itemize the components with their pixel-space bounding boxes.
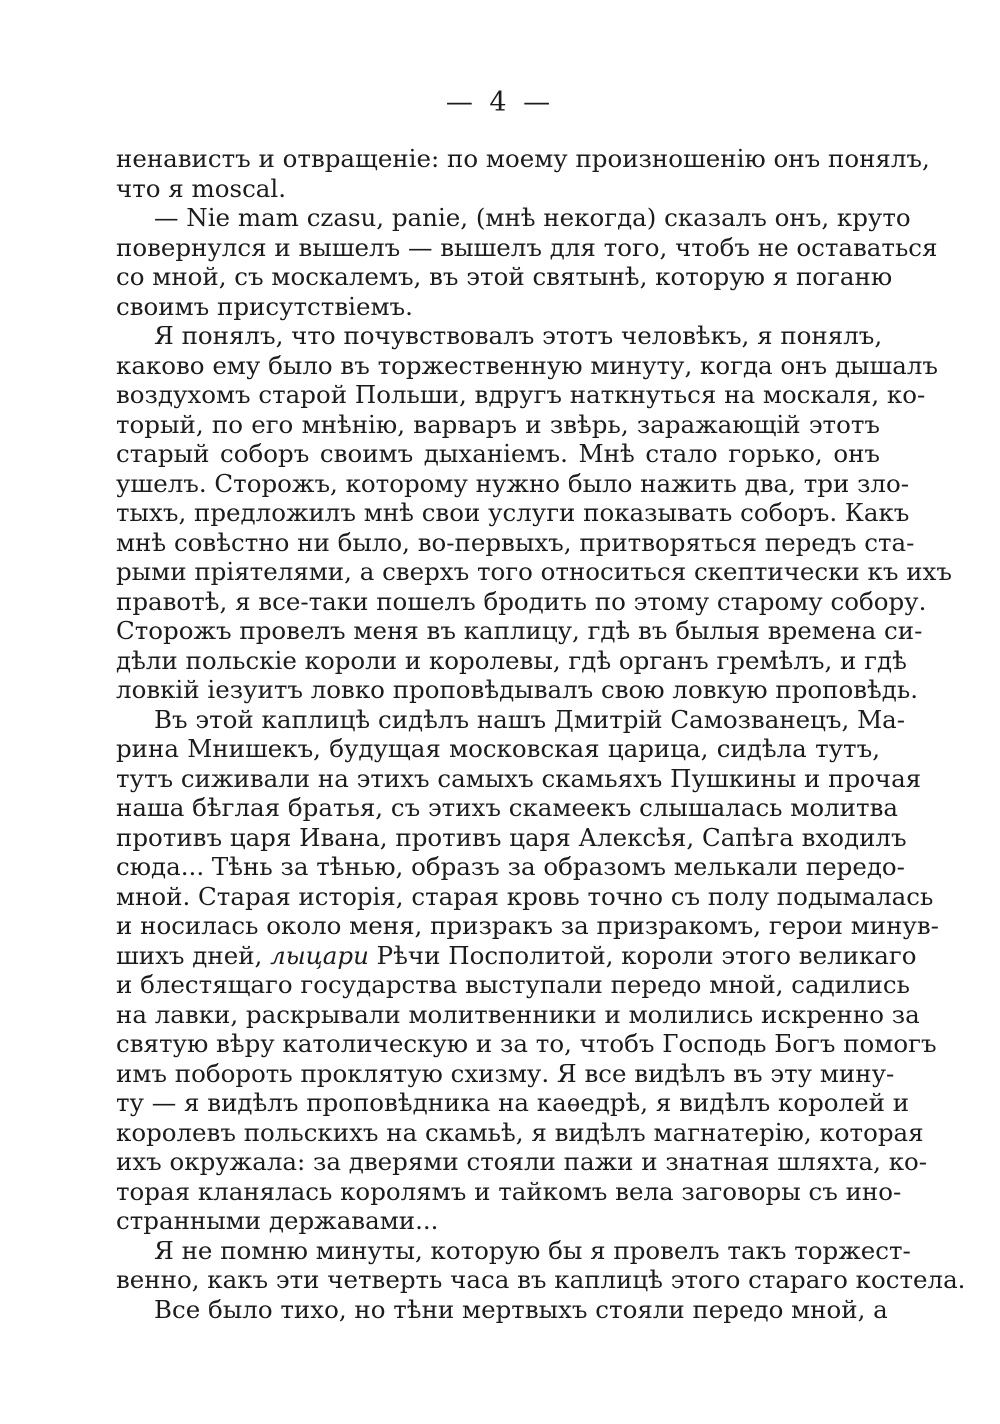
text-line: Сторожъ провелъ меня въ каплицу, гдѣ въ былыя времена си- xyxy=(116,616,923,645)
page-number: — 4 — xyxy=(445,87,555,118)
paragraph-6 xyxy=(116,1294,888,1325)
text-line: со мной, съ москалемъ, въ этой святынѣ, которую я поганю xyxy=(116,262,893,291)
text-line: святую вѣру католическую и за то, чтобъ Господь Богъ помогъ xyxy=(116,1029,937,1058)
text-line: мнѣ совѣстно ни было, во-первыхъ, притворяться передъ ста- xyxy=(116,527,915,557)
text-line: Я не помню минуты, которую бы я провелъ такъ торжест- xyxy=(154,1235,911,1265)
text-line: каково ему было въ торжественную минуту, когда онъ дышалъ xyxy=(116,350,939,380)
paragraph-2 xyxy=(116,203,938,321)
paragraph-3 xyxy=(116,321,952,705)
text-line: Я понялъ, что почувствовалъ этотъ человѣкъ, я понялъ, xyxy=(154,321,883,350)
text-line: королевъ польскихъ на скамьѣ, я видѣлъ магнатерію, которая xyxy=(116,1117,924,1147)
text-line: ушелъ. Сторожъ, которому нужно было нажить два, три зло- xyxy=(116,468,910,498)
paragraph-4 xyxy=(116,704,939,1236)
text-line: ихъ окружала: за дверями стояли пажи и знатная шляхта, ко- xyxy=(116,1147,928,1176)
text-line: на лавки, раскрывали молитвенники и молились искренно за xyxy=(116,999,920,1029)
text-line: шихъ дней, лыцари Рѣчи Посполитой, короли этого великаго xyxy=(116,940,917,970)
text-line: и носилась около меня, призракъ за призракомъ, герои минув- xyxy=(116,911,939,940)
text-line: и блестящаго государства выступали передо мной, садились xyxy=(116,970,910,999)
text-line: рыми пріятелями, а сверхъ того относиться скептически къ ихъ xyxy=(116,557,952,586)
text-line: Въ этой каплицѣ сидѣлъ нашъ Дмитрій Самозванецъ, Ма- xyxy=(154,704,906,734)
text-line: повернулся и вышелъ — вышелъ для того, чтобъ не оставаться xyxy=(116,232,938,262)
text-line: Все было тихо, но тѣни мертвыхъ стояли передо мной, а xyxy=(154,1294,888,1324)
text-line: что я moscal. xyxy=(116,173,287,203)
text-line: ловкій іезуитъ ловко проповѣдывалъ свою ловкую проповѣдь. xyxy=(116,675,918,704)
text-line: ненавистъ и отвращеніе: по моему произношенію онъ понялъ, xyxy=(116,144,930,173)
text-line: мной. Старая исторія, старая кровь точно съ полу подымалась xyxy=(116,881,934,911)
text-line: ту — я видѣлъ проповѣдника на каѳедрѣ, я видѣлъ королей и xyxy=(116,1088,910,1117)
text-line: странными державами... xyxy=(116,1206,439,1235)
paragraph-5 xyxy=(116,1235,966,1295)
text-line: воздухомъ старой Польши, вдругъ наткнуться на москаля, ко- xyxy=(116,380,926,409)
text-line: противъ царя Ивана, противъ царя Алексѣя, Сапѣга входилъ xyxy=(116,822,907,852)
text-line: наша бѣглая братья, съ этихъ скамеекъ слышалась молитва xyxy=(116,793,898,822)
text-line: своимъ присутствіемъ. xyxy=(116,291,413,321)
text-line: — Nie mam czasu, panie, (мнѣ некогда) сказалъ онъ, круто xyxy=(154,203,911,232)
text-line: сюда... Тѣнь за тѣнью, образъ за образомъ мелькали передо- xyxy=(116,852,905,881)
body-text xyxy=(116,144,966,1324)
italic-word: лыцари xyxy=(270,940,369,970)
text-line: тыхъ, предложилъ мнѣ свои услуги показывать соборъ. Какъ xyxy=(116,498,910,527)
text-line: имъ побороть проклятую схизму. Я все видѣлъ въ эту мину- xyxy=(116,1058,895,1088)
paragraph-1 xyxy=(116,144,930,203)
text-line: рина Мнишекъ, будущая московская царица, сидѣла тутъ, xyxy=(116,734,880,763)
text-line: венно, какъ эти четверть часа въ каплицѣ этого стараго костела. xyxy=(116,1265,966,1294)
text-line: старый соборъ своимъ дыханіемъ. Мнѣ стало горько, онъ xyxy=(116,439,880,468)
text-line: торый, по его мнѣнію, варваръ и звѣрь, заражающій этотъ xyxy=(116,409,880,439)
text-line: правотѣ, я все-таки пошелъ бродить по этому старому собору. xyxy=(116,586,927,616)
text-line: тутъ сиживали на этихъ самыхъ скамьяхъ Пушкины и прочая xyxy=(116,763,922,793)
text-line: дѣли польскіе короли и королевы, гдѣ органъ гремѣлъ, и гдѣ xyxy=(116,645,907,675)
text-line: торая кланялась королямъ и тайкомъ вела заговоры съ ино- xyxy=(116,1176,902,1206)
